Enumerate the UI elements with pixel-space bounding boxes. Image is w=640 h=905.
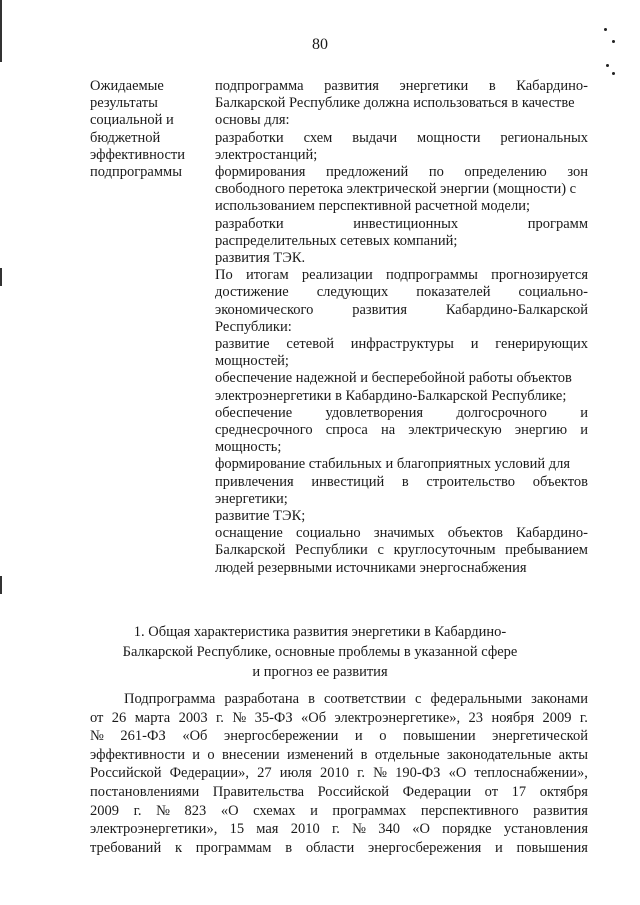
body-paragraph-word: г. [331, 821, 340, 838]
right-column-line: развития ТЭК. [215, 250, 306, 267]
body-paragraph-word: Российской [317, 783, 390, 800]
right-column-word: генерирующих [495, 336, 588, 353]
right-column-line: развитие ТЭК; [215, 508, 306, 525]
right-column-word: энергетики [399, 78, 469, 94]
scan-speck-4 [612, 72, 615, 75]
right-column-word: удовлетворения [325, 404, 423, 421]
body-paragraph-word: соответствии [324, 691, 406, 707]
right-column-word: развитие [215, 336, 270, 353]
section-heading-line: Балкарской Республике, основные проблемы в указанной сфере [122, 644, 518, 660]
right-column-line: людей резервными источниками энергоснабжения [215, 559, 527, 576]
body-paragraph-word: законами [531, 691, 588, 707]
right-column-line [215, 525, 588, 542]
body-paragraph-word: ноября [491, 709, 535, 726]
body-paragraph-word: перспективного [420, 802, 519, 819]
right-column-line: Балкарской Республике должна использоваться в качестве [215, 95, 575, 112]
body-paragraph-word: 23 [468, 709, 484, 726]
body-paragraph-word: г. [357, 765, 366, 782]
left-column-line: подпрограммы [90, 164, 182, 181]
right-column-word: следующих [316, 284, 389, 301]
body-paragraph-word: 2003 [178, 709, 208, 726]
body-paragraph-word: схемах [253, 802, 296, 819]
right-column-word: формирования [215, 164, 306, 181]
body-paragraph-word: № [373, 765, 387, 782]
table-right-column [215, 78, 588, 577]
right-column-line: использованием перспективной расчетной модели; [215, 198, 531, 215]
body-paragraph-word: эффективности [90, 746, 185, 763]
body-paragraph-word: 26 [111, 709, 127, 726]
right-column-word: долгосрочного [456, 404, 547, 421]
body-paragraph-word: повышении [403, 728, 476, 745]
right-column-line [215, 542, 588, 559]
right-column-line: мощностей; [215, 353, 289, 370]
right-column-word: развития [352, 301, 407, 318]
section-heading-line: 1. Общая характеристика развития энергетики в Кабардино- [133, 624, 507, 640]
scan-speck-3 [606, 64, 609, 67]
right-column-word: предложений [325, 164, 409, 181]
right-column-word: оснащение [215, 525, 283, 542]
right-column-word: развития [324, 78, 379, 94]
body-paragraph-word: 27 [257, 765, 272, 782]
body-paragraph-word: № [90, 728, 104, 745]
body-paragraph-word: о [207, 746, 215, 763]
body-paragraph-word: акты [558, 746, 588, 763]
body-paragraph-word: от [484, 783, 499, 800]
right-column-line [215, 284, 588, 301]
body-paragraph-word: 190-ФЗ [395, 765, 441, 782]
left-column-line: Ожидаемые [90, 78, 164, 94]
right-column-word: подпрограмма [215, 78, 304, 94]
body-paragraph-word: изменений [286, 746, 354, 763]
body-paragraph-word: от [90, 709, 104, 726]
body-paragraph-word: марта [134, 709, 171, 726]
right-column-line: энергетики; [215, 490, 288, 507]
right-column-word: социально- [518, 284, 588, 301]
right-column-word: и [580, 404, 588, 421]
body-paragraph-word: № [352, 821, 366, 838]
right-column-word: схем [303, 129, 333, 146]
body-paragraph-word: в [308, 691, 315, 707]
body-paragraph-word: установления [503, 821, 588, 838]
right-column-word: спроса [325, 422, 368, 439]
body-paragraph-line [90, 709, 588, 728]
body-paragraph-word: № [232, 709, 247, 726]
left-column-line: социальной и [90, 112, 174, 129]
right-column-line [215, 405, 588, 422]
body-paragraph-word: мая [256, 821, 279, 838]
body-paragraph-word: программах [332, 802, 407, 819]
right-column-line: основы для: [215, 112, 290, 129]
body-paragraph-word: 2009 [542, 709, 572, 726]
left-column-line: бюджетной [90, 129, 161, 146]
body-paragraph-word: и [495, 839, 503, 856]
body-paragraph-word: отдельные [374, 746, 440, 763]
body-paragraph-word: и [354, 728, 363, 745]
right-column-word: реализации [301, 267, 373, 284]
body-paragraph-word: 2010 [319, 765, 349, 782]
body-paragraph-word: Подпрограмма [124, 691, 216, 707]
right-column-word: обеспечение [215, 404, 293, 421]
right-column-line: Республики: [215, 318, 292, 335]
right-column-word: инфраструктуры [350, 336, 454, 353]
right-column-line [215, 164, 588, 181]
right-column-word: региональных [500, 129, 588, 146]
right-column-word: и [470, 336, 479, 353]
body-paragraph-word: разработана [224, 691, 300, 707]
right-column-word: зон [567, 164, 588, 181]
right-column-word: подпрограммы [385, 267, 478, 284]
right-column-word: в [401, 473, 409, 490]
right-column-line: электростанций; [215, 146, 318, 163]
body-paragraph-word: внесении [221, 746, 280, 763]
right-column-line: свободного перетока электрической энергии (мощности) с [215, 181, 577, 198]
body-paragraph-word: законодательные [446, 746, 552, 763]
right-column-word: показателей [416, 284, 491, 301]
body-paragraph-word: № [156, 802, 170, 819]
right-column-word: разработки [215, 129, 284, 146]
right-column-word: Кабардино- [516, 78, 588, 94]
body-paragraph-line [90, 690, 588, 709]
body-paragraph-word: энергосбережении [224, 728, 339, 745]
body-paragraph-line [90, 764, 588, 783]
body-paragraph-word: к [174, 839, 182, 856]
body-paragraph [90, 690, 588, 857]
right-column-word: энергию [514, 422, 568, 439]
right-column-word: сетевой [286, 336, 334, 353]
body-paragraph-word: повышения [516, 839, 588, 856]
right-column-line: формирование стабильных и благоприятных условий для [215, 456, 571, 473]
right-column-word: и [580, 422, 588, 439]
right-column-word: на [380, 422, 396, 439]
body-paragraph-word: 15 [229, 821, 245, 838]
left-column-line: эффективности [90, 146, 185, 163]
right-column-word: выдачи [352, 129, 398, 146]
right-column-word: в [488, 78, 496, 94]
body-paragraph-word: июля [279, 765, 312, 782]
body-paragraph-word: федеральными [430, 691, 523, 707]
body-paragraph-word: Федерации», [169, 765, 249, 782]
right-column-line [215, 422, 588, 439]
body-paragraph-word: 340 [378, 821, 400, 838]
body-paragraph-word: электроэнергетики», [90, 821, 218, 838]
body-paragraph-word: с [415, 691, 422, 707]
right-column-line [215, 216, 588, 233]
body-paragraph-word: программам [195, 839, 272, 856]
body-paragraph-word: Правительства [212, 783, 305, 800]
scan-speck-1 [604, 28, 607, 31]
body-paragraph-word: «О [448, 765, 467, 782]
body-paragraph-word: и [310, 802, 318, 819]
right-column-line [215, 474, 588, 491]
right-column-line: электроэнергетики в Кабардино-Балкарской Республике; [215, 387, 567, 404]
right-column-word: круглосуточным [393, 542, 496, 559]
right-column-word: итогам [245, 267, 289, 284]
body-paragraph-word: 17 [511, 783, 527, 800]
right-column-word: инвестиционных [353, 215, 459, 232]
right-column-word: объектов [532, 473, 588, 490]
body-paragraph-word: развития [533, 802, 588, 819]
left-column-line: результаты [90, 95, 158, 112]
right-column-word: программ [527, 215, 588, 232]
right-column-word: По [215, 267, 233, 284]
right-column-line: обеспечение надежной и бесперебойной работы объектов [215, 370, 572, 387]
section-heading [0, 622, 640, 682]
body-paragraph-word: «О [220, 802, 239, 819]
body-paragraph-word: г. [216, 709, 224, 726]
right-column-word: инвестиций [311, 473, 385, 490]
body-paragraph-word: теплоснабжении», [474, 765, 588, 782]
body-paragraph-word: в [285, 839, 293, 856]
body-paragraph-word: требований [90, 839, 162, 856]
right-column-line [215, 130, 588, 147]
right-column-word: экономического [215, 301, 314, 318]
right-column-line [215, 336, 588, 353]
page-number: 80 [312, 36, 328, 53]
scan-margin-mark-left-2 [0, 576, 2, 594]
right-column-word: определению [464, 164, 547, 181]
right-column-word: с [377, 542, 384, 559]
body-paragraph-word: электроэнергетике», [334, 709, 461, 726]
body-paragraph-word: и [192, 746, 201, 763]
body-paragraph-word: «О [412, 821, 430, 838]
right-column-line [215, 302, 588, 319]
table-left-column [90, 78, 205, 181]
body-paragraph-word: г. [133, 802, 142, 819]
body-paragraph-word: «Об [182, 728, 208, 745]
body-paragraph-word: энергетической [492, 728, 588, 745]
body-paragraph-word: октября [539, 783, 588, 800]
body-paragraph-word: 35-ФЗ [254, 709, 293, 726]
scan-margin-mark-left-1 [0, 268, 2, 286]
right-column-word: достижение [215, 284, 289, 301]
right-column-word: электрическую [408, 422, 502, 439]
right-column-word: объектов [447, 525, 503, 542]
right-column-word: прогнозируется [491, 267, 588, 284]
body-paragraph-word: Федерации [402, 783, 472, 800]
right-column-word: Балкарской [215, 542, 286, 559]
right-column-word: пребыванием [505, 542, 588, 559]
right-column-line: распределительных сетевых компаний; [215, 232, 458, 249]
right-column-line: мощность; [215, 439, 282, 456]
body-paragraph-word: 2010 [290, 821, 320, 838]
right-column-word: Кабардино- [516, 525, 588, 542]
right-column-word: Кабардино-Балкарской [445, 301, 588, 318]
body-paragraph-line [90, 839, 588, 858]
right-column-word: мощности [416, 129, 481, 146]
body-paragraph-word: 261-ФЗ [120, 728, 166, 745]
section-heading-line: и прогноз ее развития [252, 664, 388, 680]
right-column-line [215, 78, 588, 95]
right-column-word: строительство [426, 473, 516, 490]
right-column-word: разработки [215, 215, 284, 232]
right-column-word: привлечения [215, 473, 294, 490]
body-paragraph-line [90, 727, 588, 746]
body-paragraph-word: г. [579, 709, 588, 726]
body-paragraph-word: энергосбережения [368, 839, 482, 856]
right-column-word: по [428, 164, 444, 181]
right-column-word: социально [296, 525, 361, 542]
body-paragraph-line [90, 783, 588, 802]
body-paragraph-word: 2009 [90, 802, 119, 819]
body-paragraph-word: постановлениями [90, 783, 200, 800]
body-paragraph-word: Российской [90, 765, 162, 782]
body-paragraph-word: 823 [184, 802, 207, 819]
body-paragraph-word: о [379, 728, 387, 745]
body-paragraph-word: области [305, 839, 355, 856]
right-column-word: значимых [373, 525, 435, 542]
right-column-word: среднесрочного [215, 422, 313, 439]
body-paragraph-word: «Об [301, 709, 327, 726]
right-column-line [215, 267, 588, 284]
body-paragraph-word: в [360, 746, 368, 763]
body-paragraph-line [90, 746, 588, 765]
body-paragraph-line [90, 802, 588, 821]
body-paragraph-word: порядке [442, 821, 492, 838]
body-paragraph-line [90, 820, 588, 839]
right-column-word: Республики [295, 542, 368, 559]
